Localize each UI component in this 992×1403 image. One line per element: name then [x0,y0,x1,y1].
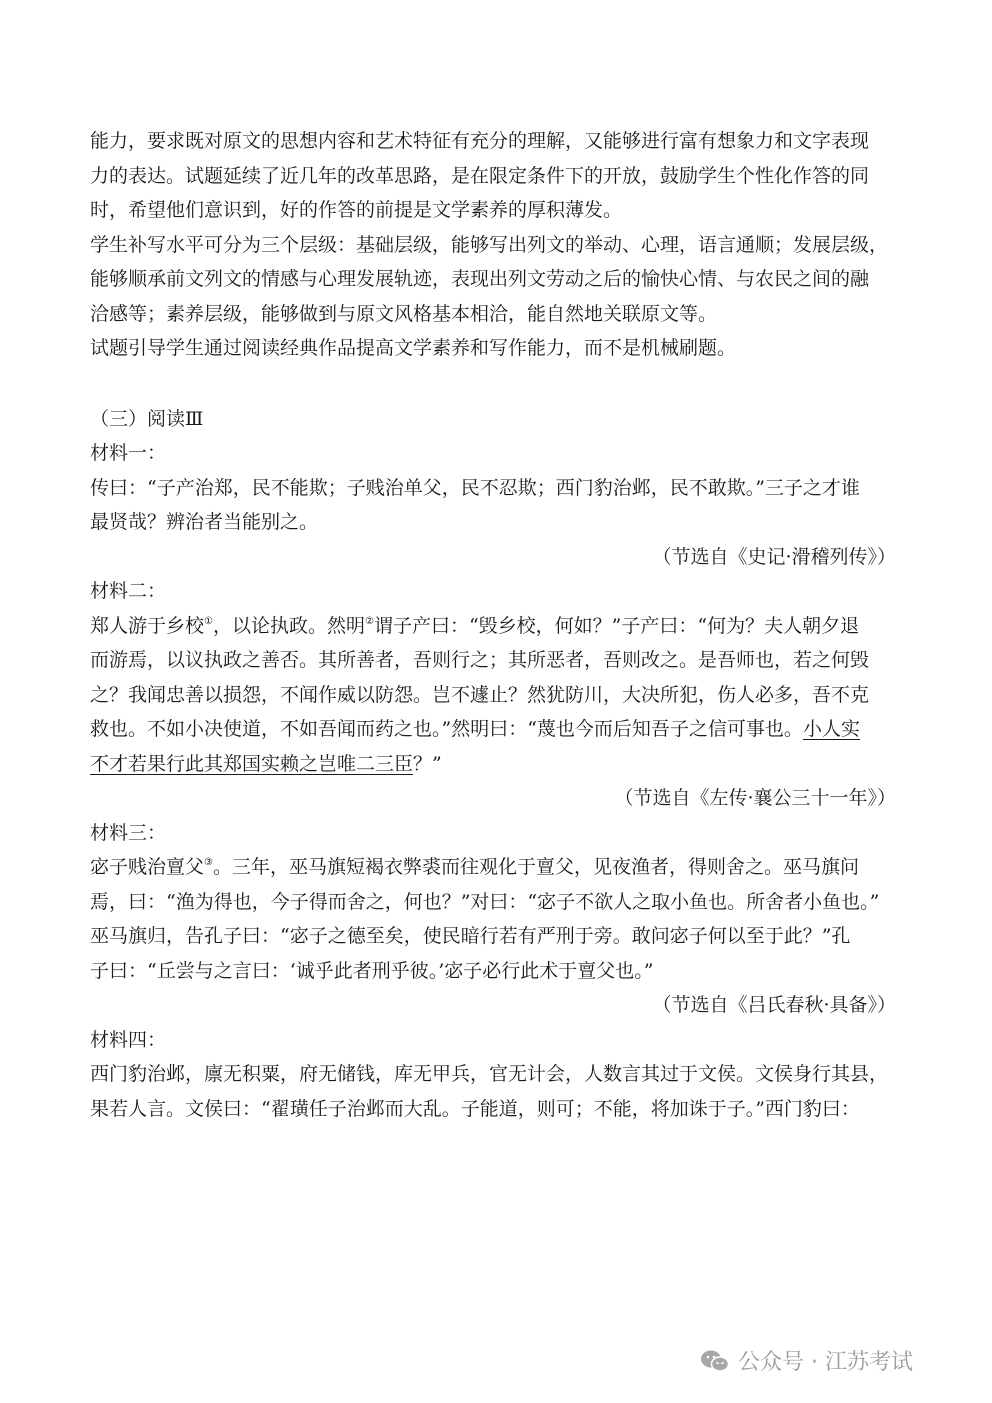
paragraph-line: 学生补写水平可分为三个层级：基础层级，能够写出列文的举动、心理，语言通顺；发展层级， [90,233,889,256]
material-2-source: （节选自《左传·襄公三十一年》） [614,787,896,809]
material-3-source: （节选自《吕氏春秋·具备》） [652,994,896,1016]
watermark-text: 公众号 · 江苏考试 [738,1350,913,1375]
material-2-label: 材料二： [90,580,167,602]
underlined-sentence: 不才若果行此其郑国实赖之岂唯二三臣 [90,752,414,775]
underlined-sentence: 小人实 [802,718,860,740]
paragraph-line: 能力，要求既对原文的思想内容和艺术特征有充分的理解，又能够进行富有想象力和文字表现 [90,130,870,152]
material-line: 宓子贱治亶父③。三年，巫马旗短褐衣弊裘而往观化于亶父，见夜渔者，得则舍之。巫马旗问 [90,856,859,878]
paragraph-line: 洽感等；素养层级，能够做到与原文风格基本相洽，能自然地关联原文等。 [90,302,718,325]
paragraph-line: 时，希望他们意识到，好的作答的前提是文学素养的厚积薄发。 [90,199,623,221]
material-line: 不才若果行此其郑国实赖之岂唯二三臣？” [90,752,442,775]
paragraph-line: 能够顺承前文列文的情感与心理发展轨迹，表现出列文劳动之后的愉快心情、与农民之间的融 [90,268,870,290]
paragraph-line: 试题引导学生通过阅读经典作品提高文学素养和写作能力，而不是机械刷题。 [90,337,737,359]
material-line: 之？我闻忠善以损怨，不闻作威以防怨。岂不遽止？然犹防川，大决所犯，伤人必多，吾不克 [90,683,870,706]
material-3-label: 材料三： [90,821,167,844]
material-1-source: （节选自《史记·滑稽列传》） [652,545,896,568]
material-line: 巫马旗归，告孔子曰：“宓子之德至矣，使民暗行若有严刑于旁。敢问宓子何以至于此？”孔 [90,925,851,947]
footnote-marker: ② [365,615,374,627]
material-line: 果若人言。文侯曰：“翟璜任子治邺而大乱。子能道，则可；不能，将加诛于子。”西门豹曰： [90,1097,860,1120]
wechat-icon [700,1348,730,1374]
paragraph-line: 力的表达。试题延续了近几年的改革思路，是在限定条件下的开放，鼓励学生个性化作答的同 [90,164,870,187]
watermark [700,1345,913,1376]
material-line: 最贤哉？辨治者当能别之。 [90,511,319,533]
material-line: 而游焉，以议执政之善否。其所善者，吾则行之；其所恶者，吾则改之。是吾师也，若之何毁 [90,649,870,671]
footnote-marker: ③ [204,857,213,868]
material-line: 郑人游于乡校①，以论执政。然明②谓子产曰：“毁乡校，何如？”子产曰：“何为？夫人朝夕退 [90,614,860,637]
material-line: 焉，曰：“渔为得也，今子得而舍之，何也？”对曰：“宓子不欲人之取小鱼也。所舍者小鱼也。” [90,890,880,913]
section-title: （三）阅读Ⅲ [90,407,204,430]
material-1-label: 材料一： [90,442,167,464]
material-line: 西门豹治邺，廪无积粟，府无储钱，库无甲兵，官无计会，人数言其过于文侯。文侯身行其县， [90,1063,889,1085]
footnote-marker: ① [204,615,213,627]
document-body [90,124,902,1126]
material-line: 救也。不如小决使道，不如吾闻而药之也。”然明曰：“蔑也今而后知吾子之信可事也。小人实 [90,718,860,740]
material-line: 传曰：“子产治郑，民不能欺；子贱治单父，民不忍欺；西门豹治邺，民不敢欺。”三子之才谁 [90,476,860,499]
material-line: 子曰：“丘尝与之言曰：‘诚乎此者刑乎彼。’宓子必行此术于亶父也。” [90,959,654,982]
material-4-label: 材料四： [90,1028,167,1051]
